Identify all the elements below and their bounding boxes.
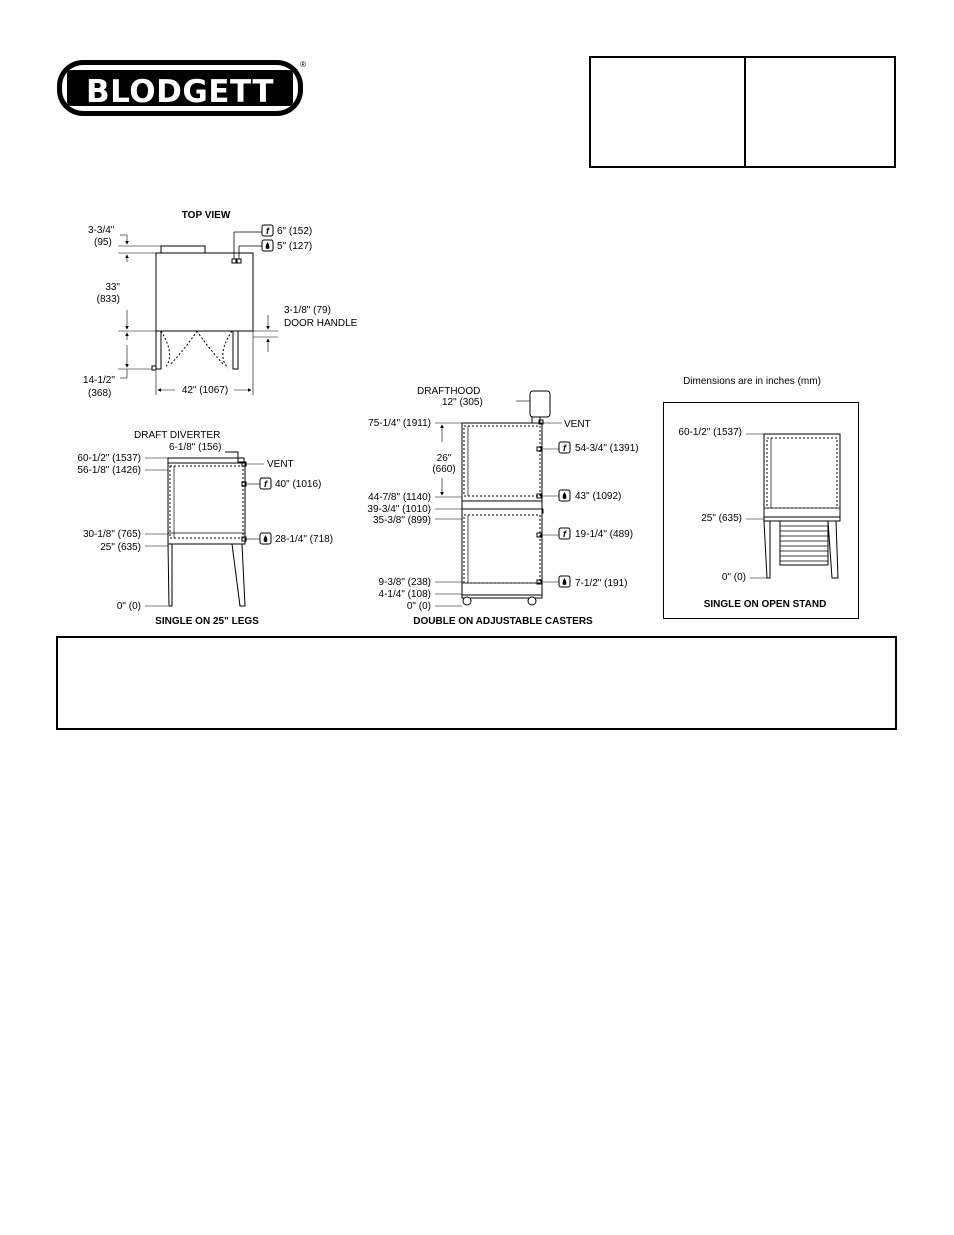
- top-view: [83, 210, 358, 399]
- units-note: Dimensions are in inches (mm): [683, 376, 821, 387]
- double-lower-top-height: 39-3/4" (1010): [367, 504, 431, 515]
- legs-body-height: 56-1/8" (1426): [77, 465, 141, 476]
- stand-zero-height: 0" (0): [721, 572, 746, 583]
- double-gap-dim: 26": [436, 453, 452, 464]
- electric-icon: [262, 225, 273, 236]
- stand-top-height: 60-1/2" (1537): [678, 427, 742, 438]
- top-depth-dim-mm: (833): [96, 294, 120, 305]
- legs-zero-height: 0" (0): [116, 601, 141, 612]
- top-depth-dim: 33": [105, 282, 120, 293]
- logo-text: BLODGETT: [86, 74, 274, 110]
- top-front-dim-mm: (368): [88, 388, 112, 399]
- double-on-casters-view: [367, 386, 638, 627]
- double-vent-label: VENT: [564, 419, 591, 430]
- top-elec-dim: 6" (152): [277, 226, 313, 237]
- open-stand-frame: [663, 402, 859, 619]
- stand-height: 25" (635): [701, 513, 742, 524]
- legs-vent-label: VENT: [267, 459, 294, 470]
- double-upper-bottom-height: 44-7/8" (1140): [368, 492, 431, 503]
- svg-text:f: f: [563, 443, 566, 453]
- double-title: DOUBLE ON ADJUSTABLE CASTERS: [413, 616, 593, 627]
- legs-gas-height: 28-1/4" (718): [275, 534, 334, 545]
- draft-diverter-dim: 6-1/8" (156): [169, 442, 222, 453]
- double-top-height: 75-1/4" (1911): [368, 418, 431, 429]
- drafthood-label: DRAFTHOOD: [417, 386, 481, 397]
- door-handle-label: DOOR HANDLE: [284, 318, 358, 329]
- drafthood-dim: 12" (305): [442, 397, 483, 408]
- electric-icon: [260, 478, 271, 489]
- top-back-dim: 3-3/4": [88, 225, 115, 236]
- single-on-legs-view: [77, 430, 333, 627]
- electric-icon: [559, 442, 570, 453]
- svg-text:f: f: [563, 529, 566, 539]
- double-gap-dim-mm: (660): [432, 464, 456, 475]
- top-view-title: TOP VIEW: [181, 210, 231, 221]
- double-gas-upper-height: 43" (1092): [575, 491, 622, 502]
- legs-top-height: 60-1/2" (1537): [77, 453, 141, 464]
- top-width-dim: 42" (1067): [181, 385, 229, 396]
- legs-bottom-height: 30-1/8" (765): [82, 529, 141, 540]
- draft-diverter-label: DRAFT DIVERTER: [134, 430, 221, 441]
- double-gas-lower-height: 7-1/2" (191): [575, 578, 628, 589]
- top-gas-dim: 5" (127): [277, 241, 313, 252]
- gas-icon: [260, 533, 271, 544]
- notes-box: [56, 636, 897, 730]
- svg-text:f: f: [266, 226, 269, 236]
- top-back-dim-mm: (95): [94, 237, 112, 248]
- double-casters-height: 4-1/4" (108): [378, 589, 431, 600]
- stand-title: SINGLE ON OPEN STAND: [703, 599, 827, 610]
- registered-mark: ®: [300, 60, 306, 69]
- double-lower-bottom-height: 9-3/8" (238): [378, 577, 431, 588]
- legs-title: SINGLE ON 25" LEGS: [155, 616, 259, 627]
- legs-elec-height: 40" (1016): [275, 479, 322, 490]
- double-elec-lower-height: 19-1/4" (489): [575, 529, 634, 540]
- top-front-dim: 14-1/2": [83, 375, 115, 386]
- legs-height: 25" (635): [100, 542, 141, 553]
- double-elec-upper-height: 54-3/4" (1391): [575, 443, 639, 454]
- gas-icon: [559, 576, 570, 587]
- double-lower-body-height: 35-3/8" (899): [372, 515, 431, 526]
- electric-icon: [559, 528, 570, 539]
- gas-icon: [559, 490, 570, 501]
- gas-icon: [262, 240, 273, 251]
- double-zero-height: 0" (0): [406, 601, 431, 612]
- door-handle-dim: 3-1/8" (79): [284, 305, 331, 316]
- svg-text:f: f: [264, 479, 267, 489]
